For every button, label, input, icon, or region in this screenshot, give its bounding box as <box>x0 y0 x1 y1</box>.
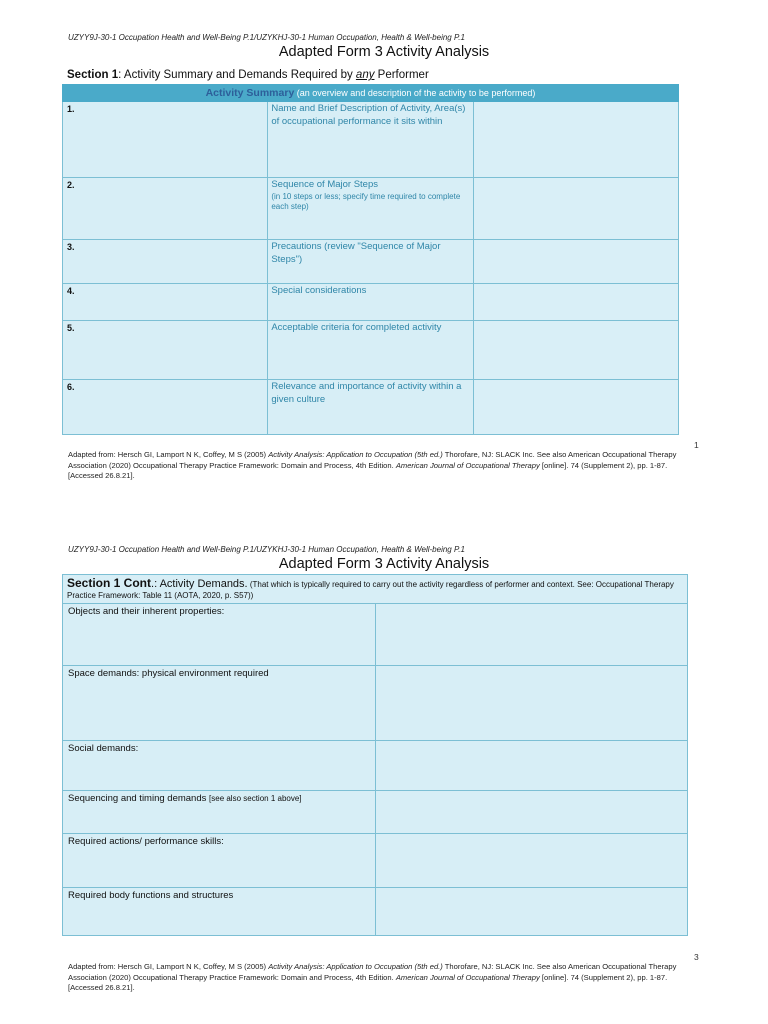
section-label: Section 1 <box>67 69 119 81</box>
page-number: 3 <box>694 952 699 962</box>
row-note: [see also section 1 above] <box>209 794 302 803</box>
table-row <box>63 178 679 240</box>
row-label: Name and Brief Description of Activity, Area(s) of occupational performance it sits within <box>268 102 473 178</box>
activity-demands-header <box>63 575 688 604</box>
reference-book-title: Activity Analysis: Application to Occupation (5th ed.) <box>268 450 443 459</box>
row-label-cell <box>268 178 473 240</box>
reference-journal: American Journal of Occupational Therapy <box>395 972 540 982</box>
section-note: (That which is typically required to carry out the activity regardless of performer and context. See: Occupational Therapy Practice Framework: Table 11 (AOTA, 2020, p. S57)) <box>67 580 674 600</box>
row-number: 6. <box>63 380 268 435</box>
section-emphasis: any <box>355 69 375 81</box>
row-label: Social demands: <box>63 741 376 791</box>
row-label: Special considerations <box>268 284 473 321</box>
answer-field[interactable] <box>473 284 678 321</box>
page2-reference <box>68 962 678 994</box>
table-row <box>63 321 679 380</box>
page2-title: Adapted Form 3 Activity Analysis <box>278 556 490 572</box>
reference-text: [online]. 74 (Supplement 2), pp. 1-87. [Accessed 26.8.21]. <box>68 460 668 480</box>
page1-running-header: UZYY9J-30-1 Occupation Health and Well-Being P.1/UZYKHJ-30-1 Human Occupation, Health & Well-being P.1 <box>68 33 465 42</box>
row-label: Relevance and importance of activity within a given culture <box>268 380 473 435</box>
answer-field[interactable] <box>473 380 678 435</box>
table-row <box>63 741 688 791</box>
table-row <box>63 604 688 666</box>
reference-text: [online]. 74 (Supplement 2), pp. 1-87. [Accessed 26.8.21]. <box>68 972 668 992</box>
table-row <box>63 666 688 741</box>
answer-field[interactable] <box>375 834 688 888</box>
section-label: Section 1 Cont <box>67 576 152 590</box>
page1-section-heading <box>67 69 429 81</box>
answer-field[interactable] <box>375 791 688 834</box>
row-label: Acceptable criteria for completed activity <box>268 321 473 380</box>
answer-field[interactable] <box>473 102 678 178</box>
answer-field[interactable] <box>375 604 688 666</box>
page1-reference <box>68 450 678 482</box>
reference-text: Thorofare, NJ: SLACK Inc. See also American Occupational Therapy Association (2020) Occupational Therapy Practice Framework: Domain and Process, 4th Edition. <box>68 962 677 982</box>
answer-field[interactable] <box>473 178 678 240</box>
row-label: Objects and their inherent properties: <box>63 604 376 666</box>
row-label: Sequencing and timing demands <box>68 793 207 804</box>
table-row <box>63 380 679 435</box>
reference-text: Adapted from: Hersch GI, Lamport N K, Coffey, M S (2005) <box>68 962 269 971</box>
table-row <box>63 102 679 178</box>
row-number: 1. <box>63 102 268 178</box>
reference-book-title: Activity Analysis: Application to Occupation (5th ed.) <box>268 962 443 971</box>
table-row <box>63 888 688 936</box>
row-number: 5. <box>63 321 268 380</box>
answer-field[interactable] <box>375 741 688 791</box>
row-label: Precautions (review "Sequence of Major Steps") <box>268 240 473 284</box>
table-row <box>63 240 679 284</box>
row-note: (in 10 steps or less; specify time required to complete each step) <box>271 191 461 211</box>
page2-running-header: UZYY9J-30-1 Occupation Health and Well-Being P.1/UZYKHJ-30-1 Human Occupation, Health & Well-being P.1 <box>68 545 465 554</box>
activity-summary-table <box>62 84 679 435</box>
activity-summary-header-title: Activity Summary <box>205 87 295 99</box>
reference-text: Thorofare, NJ: SLACK Inc. See also American Occupational Therapy Association (2020) Occupational Therapy Practice Framework: Domain and Process, 4th Edition. <box>68 450 677 470</box>
row-number: 2. <box>63 178 268 240</box>
section-text-a: : Activity Summary and Demands Required by <box>118 69 356 81</box>
section-title: .: Activity Demands. <box>151 578 248 590</box>
row-label-cell <box>63 791 376 834</box>
reference-journal: American Journal of Occupational Therapy <box>395 460 540 470</box>
answer-field[interactable] <box>473 321 678 380</box>
answer-field[interactable] <box>375 888 688 936</box>
page-number: 1 <box>694 440 699 450</box>
row-number: 3. <box>63 240 268 284</box>
activity-demands-table <box>62 574 688 936</box>
table-row <box>63 834 688 888</box>
activity-summary-header-note: (an overview and description of the activity to be performed) <box>294 88 536 98</box>
table-row <box>63 284 679 321</box>
table-row <box>63 791 688 834</box>
page1-title: Adapted Form 3 Activity Analysis <box>278 44 490 60</box>
answer-field[interactable] <box>473 240 678 284</box>
row-label: Required body functions and structures <box>63 888 376 936</box>
row-label: Required actions/ performance skills: <box>63 834 376 888</box>
activity-summary-header <box>63 85 679 102</box>
section-text-b: Performer <box>374 69 429 81</box>
answer-field[interactable] <box>375 666 688 741</box>
row-label: Sequence of Major Steps <box>271 179 379 190</box>
row-label: Space demands: physical environment required <box>63 666 376 741</box>
reference-text: Adapted from: Hersch GI, Lamport N K, Coffey, M S (2005) <box>68 450 269 459</box>
row-number: 4. <box>63 284 268 321</box>
